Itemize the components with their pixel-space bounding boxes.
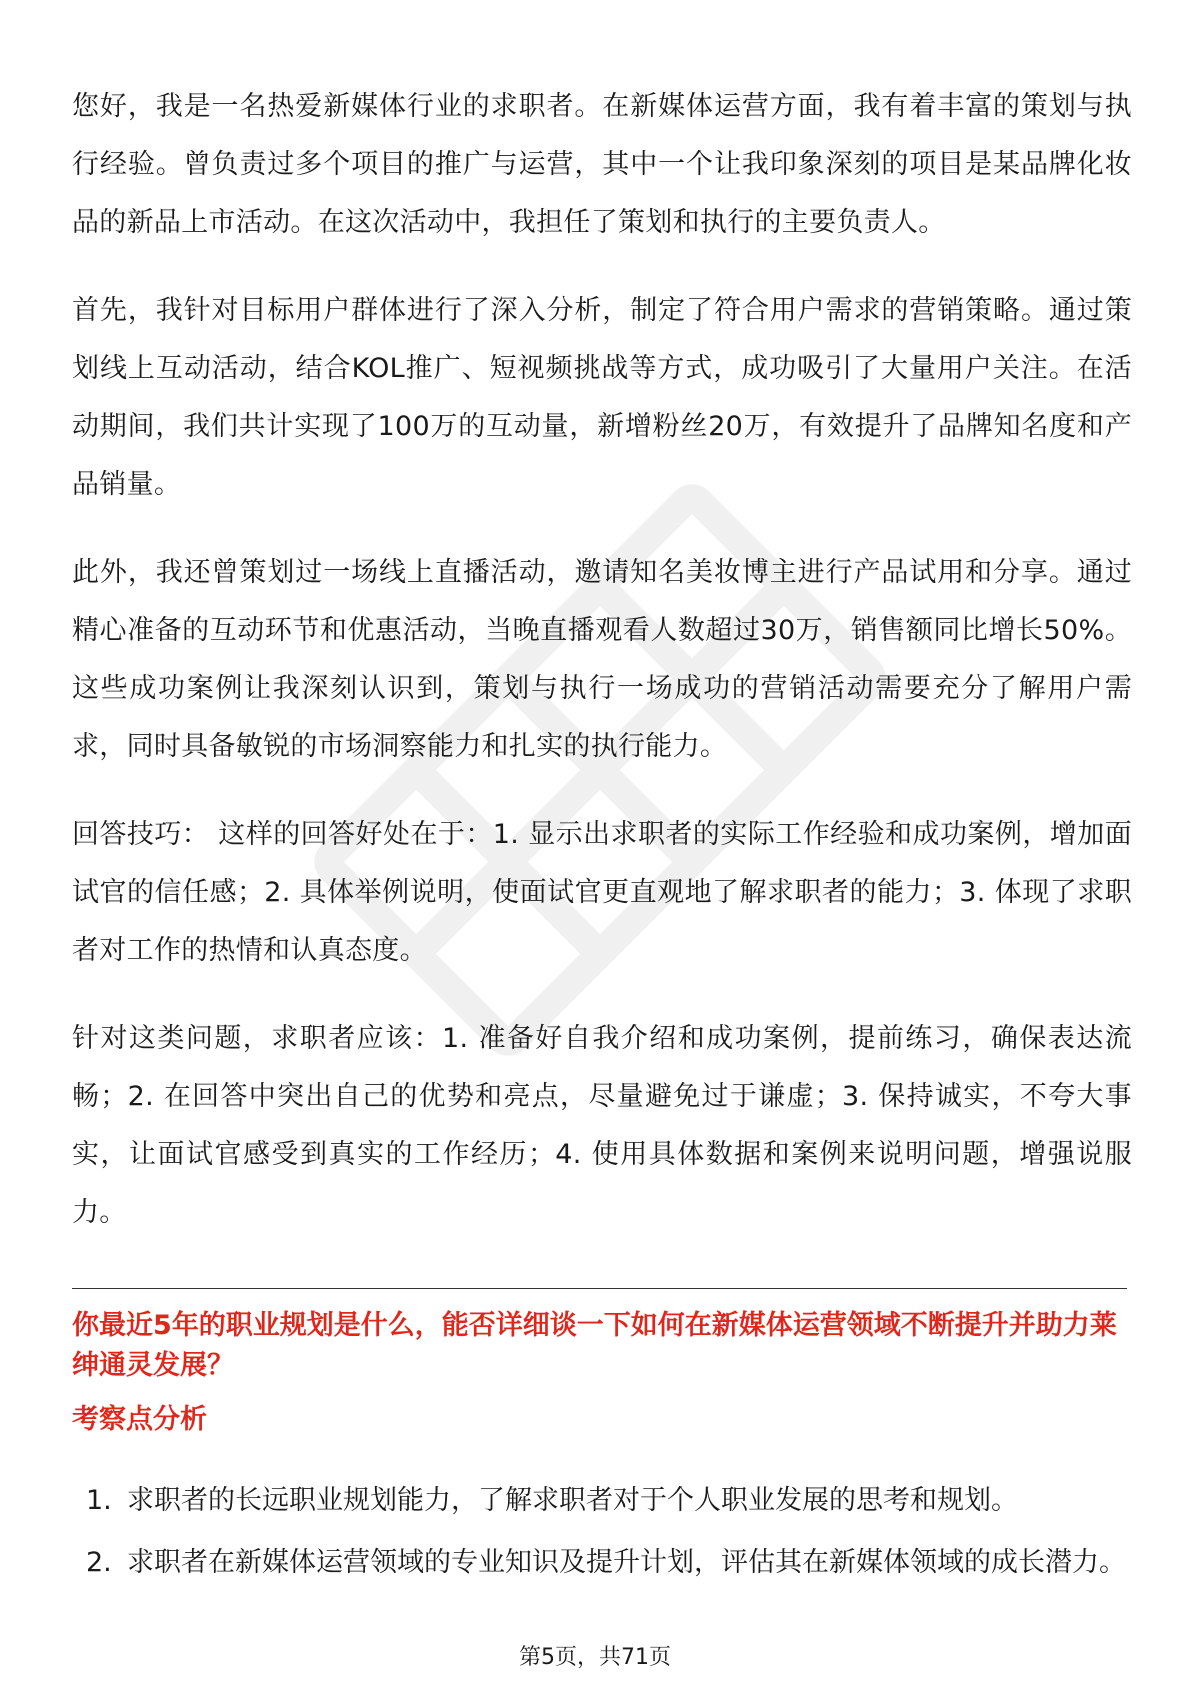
list-item-number: 2. bbox=[86, 1547, 112, 1578]
paragraph-intro: 您好，我是一名热爱新媒体行业的求职者。在新媒体运营方面，我有着丰富的策划与执行经验。曾负责过多个项目的推广与运营，其中一个让我印象深刻的项目是某品牌化妆品的新品上市活动。在这次活动中，我担任了策划和执行的主要负责人。 bbox=[72, 91, 1132, 238]
paragraph-strategy: 首先，我针对目标用户群体进行了深入分析，制定了符合用户需求的营销策略。通过策划线上互动活动，结合KOL推广、短视频挑战等方式，成功吸引了大量用户关注。在活动期间，我们共计实现了100万的互动量，新增粉丝20万，有效提升了品牌知名度和产品销量。 bbox=[72, 295, 1132, 500]
paragraph-answer-tips: 回答技巧： 这样的回答好处在于：1. 显示出求职者的实际工作经验和成功案例，增加面试官的信任感；2. 具体举例说明，使面试官更直观地了解求职者的能力；3. 体现了求职者对工作的热情和认真态度。 bbox=[72, 819, 1132, 966]
list-item-text: 求职者在新媒体运营领域的专业知识及提升计划，评估其在新媒体领域的成长潜力。 bbox=[127, 1547, 1126, 1578]
document-body bbox=[72, 78, 1132, 1272]
list-item-text: 求职者的长远职业规划能力，了解求职者对于个人职业发展的思考和规划。 bbox=[127, 1485, 1018, 1516]
analysis-list bbox=[72, 1472, 1132, 1596]
paragraph-livestream: 此外，我还曾策划过一场线上直播活动，邀请知名美妆博主进行产品试用和分享。通过精心准备的互动环节和优惠活动，当晚直播观看人数超过30万，销售额同比增长50%。这些成功案例让我深刻认识到，策划与执行一场成功的营销活动需要充分了解用户需求，同时具备敏锐的市场洞察能力和扎实的执行能力。 bbox=[72, 557, 1132, 762]
list-item-number: 1. bbox=[86, 1485, 112, 1516]
page-footer: 第5页，共71页 bbox=[519, 1645, 671, 1670]
section-divider bbox=[72, 1288, 1127, 1289]
analysis-heading: 考察点分析 bbox=[72, 1404, 207, 1435]
paragraph-advice: 针对这类问题，求职者应该：1. 准备好自我介绍和成功案例，提前练习，确保表达流畅；2. 在回答中突出自己的优势和亮点，尽量避免过于谦虚；3. 保持诚实，不夸大事实，让面试官感受到真实的工作经历；4. 使用具体数据和案例来说明问题，增强说服力。 bbox=[72, 1023, 1132, 1228]
list-item bbox=[72, 1534, 1132, 1592]
interview-question: 你最近5年的职业规划是什么，能否详细谈一下如何在新媒体运营领域不断提升并助力莱绅通灵发展？ bbox=[72, 1310, 1117, 1381]
list-item bbox=[72, 1472, 1132, 1530]
